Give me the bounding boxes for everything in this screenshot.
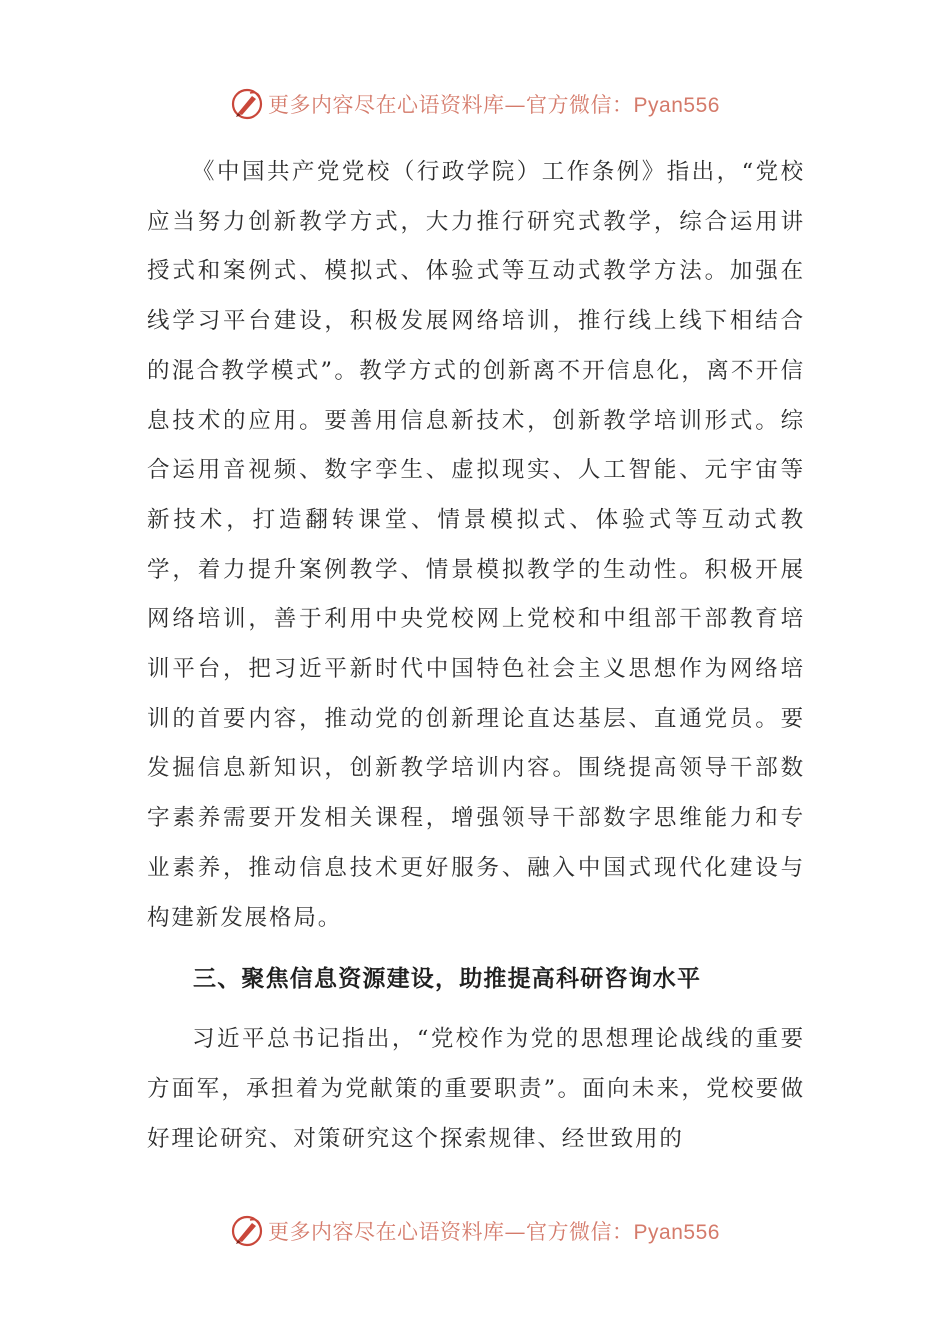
watermark-wechat-id: Pyan556 (633, 94, 720, 117)
section-heading-3: 三、聚焦信息资源建设，助推提高科研咨询水平 (193, 966, 702, 993)
pen-logo-icon (230, 1214, 264, 1248)
watermark-wechat-id: Pyan556 (633, 1221, 720, 1244)
watermark-main-text: 更多内容尽在心语资料库—官方微信： (268, 1220, 634, 1244)
paragraph-research-consulting: 习近平总书记指出，“党校作为党的思想理论战线的重要方面军，承担着为党献策的重要职责”。面向未来，党校要做好理论研究、对策研究这个探索规律、经世致用的 (147, 1026, 805, 1152)
watermark-text (268, 1216, 720, 1246)
watermark-main-text: 更多内容尽在心语资料库—官方微信： (268, 93, 634, 117)
watermark-footer (0, 1211, 950, 1251)
watermark-text (268, 89, 720, 119)
paragraph-teaching-innovation: 《中国共产党党校（行政学院）工作条例》指出，“党校应当努力创新教学方式，大力推行研究式教学，综合运用讲授式和案例式、模拟式、体验式等互动式教学方法。加强在线学习平台建设，积极发展网络培训，推行线上线下相结合的混合教学模式”。教学方式的创新离不开信息化，离不开信息技术的应用。要善用信息新技术，创新教学培训形式。综合运用音视频、数字孪生、虚拟现实、人工智能、元宇宙等新技术，打造翻转课堂、情景模拟式、体验式等互动式教学，着力提升案例教学、情景模拟教学的生动性。积极开展网络培训，善于利用中央党校网上党校和中组部干部教育培训平台，把习近平新时代中国特色社会主义思想作为网络培训的首要内容，推动党的创新理论直达基层、直通党员。要发掘信息新知识，创新教学培训内容。围绕提高领导干部数字素养需要开发相关课程，增强领导干部数字思维能力和专业素养，推动信息技术更好服务、融入中国式现代化建设与构建新发展格局。 (147, 159, 805, 931)
document-body (147, 148, 805, 1164)
pen-logo-icon (230, 87, 264, 121)
watermark-header (0, 84, 950, 124)
